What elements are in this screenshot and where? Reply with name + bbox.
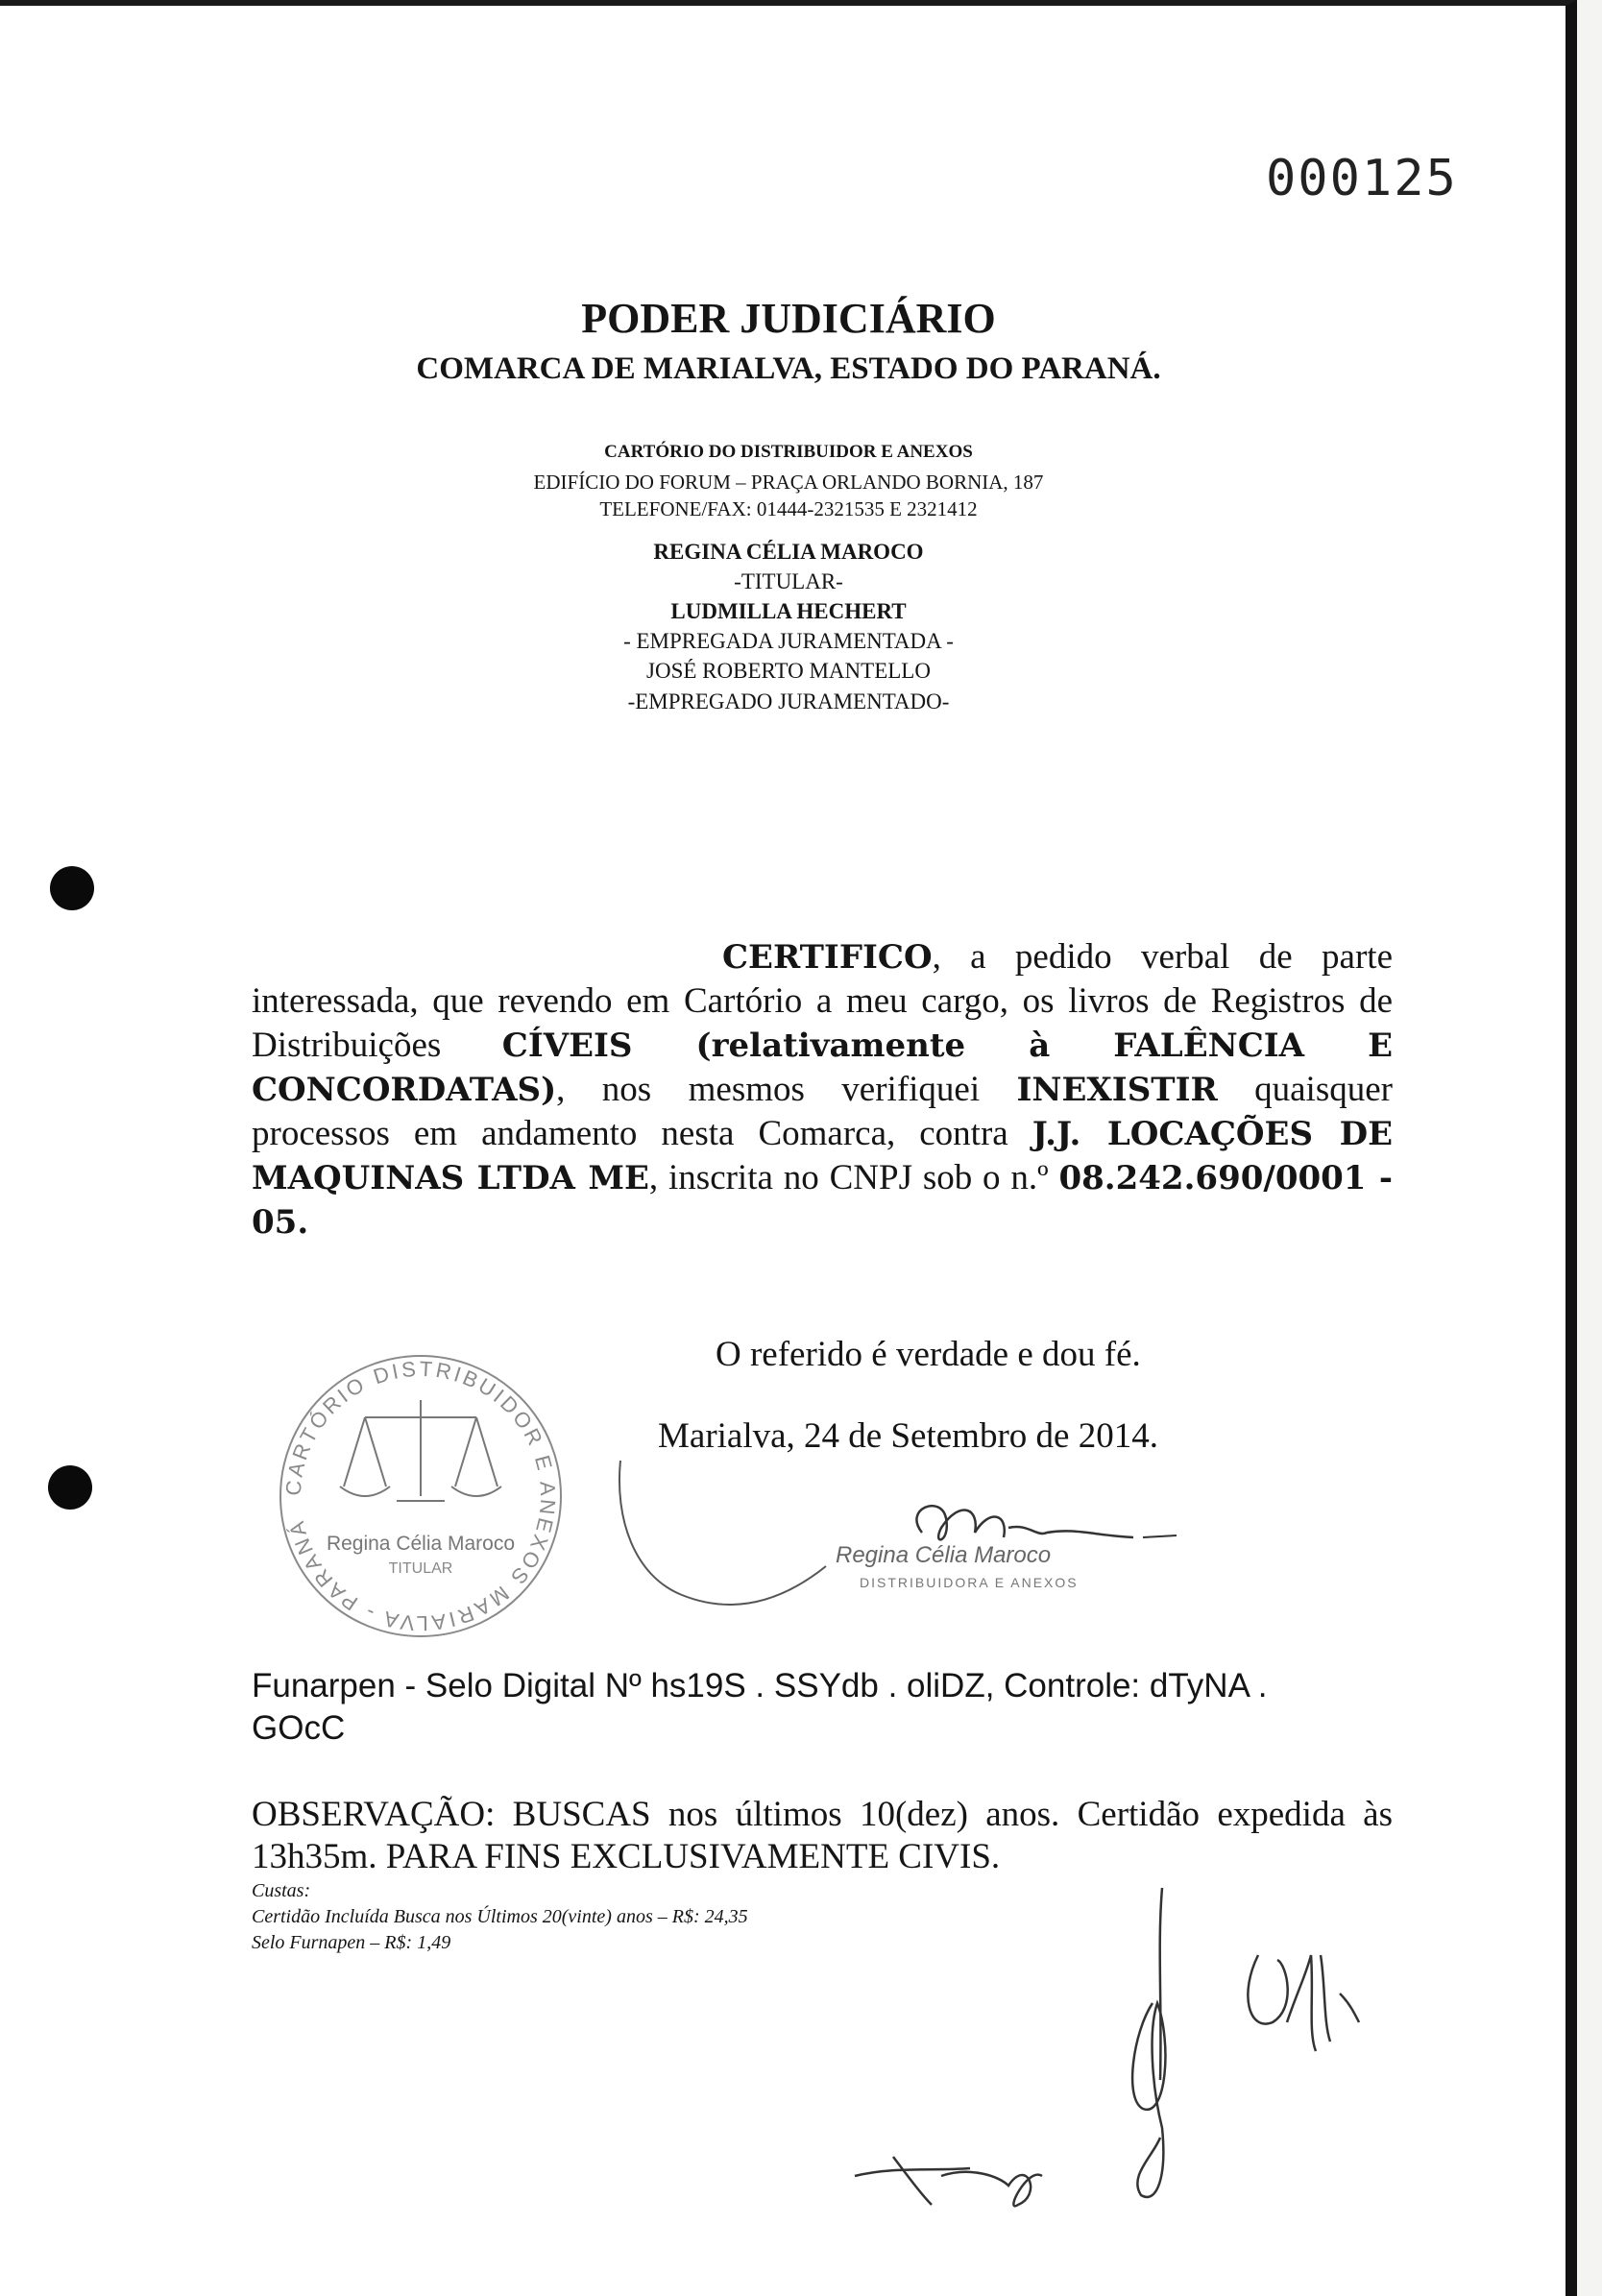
digital-seal-info: Funarpen - Selo Digital Nº hs19S . SSYdb . oliDZ, Controle: dTyNA . GOcC bbox=[252, 1667, 1268, 1747]
signature-stamp-name: Regina Célia Maroco bbox=[836, 1542, 1052, 1568]
page-number: 000125 bbox=[1266, 150, 1458, 207]
handwritten-initials bbox=[836, 1888, 1373, 2234]
stamp-title: TITULAR bbox=[388, 1560, 453, 1577]
signature-stamp-title: DISTRIBUIDORA E ANEXOS bbox=[860, 1575, 1079, 1590]
company-name: J.J. LOCAÇÕES DE MAQUINAS LTDA ME bbox=[252, 1115, 1393, 1197]
header-title: PODER JUDICIÁRIO bbox=[581, 295, 996, 342]
staff-role: -TITULAR- bbox=[734, 569, 843, 593]
stamp-name: Regina Célia Maroco bbox=[326, 1533, 516, 1555]
office-name: CARTÓRIO DO DISTRIBUIDOR E ANEXOS bbox=[604, 442, 973, 462]
header-subtitle: COMARCA DE MARIALVA, ESTADO DO PARANÁ. bbox=[416, 351, 1161, 386]
staff-name: LUDMILLA HECHERT bbox=[670, 599, 907, 623]
costs-line: Certidão Incluída Busca nos Últimos 20(vinte) anos – R$: 24,35 bbox=[252, 1906, 748, 1927]
certifico-word: CERTIFICO bbox=[722, 938, 933, 977]
certificate-text bbox=[252, 935, 1393, 1245]
costs-line: Selo Furnapen – R$: 1,49 bbox=[252, 1932, 451, 1953]
costs bbox=[252, 1878, 748, 1956]
costs-label: Custas: bbox=[252, 1880, 311, 1901]
closing-statement: O referido é verdade e dou fé. bbox=[716, 1335, 1141, 1374]
cnpj-number: 08.242.690/0001 - 05. bbox=[252, 1159, 1393, 1242]
certificate-text-part: , nos mesmos verifiquei bbox=[556, 1070, 1017, 1109]
certificate-result: INEXISTIR bbox=[1016, 1071, 1218, 1109]
notary-stamp bbox=[277, 1352, 565, 1640]
staff-role: - EMPREGADA JURAMENTADA - bbox=[623, 629, 954, 653]
punch-hole bbox=[48, 1465, 92, 1510]
certificate-text-part: quaisquer processos em andamento nesta Comarca, contra bbox=[252, 1070, 1393, 1153]
staff-name: REGINA CÉLIA MAROCO bbox=[653, 540, 924, 564]
punch-hole bbox=[50, 866, 94, 910]
office-address: EDIFÍCIO DO FORUM – PRAÇA ORLANDO BORNIA, 187 bbox=[533, 471, 1044, 494]
signature bbox=[615, 1441, 1210, 1653]
date-line: Marialva, 24 de Setembro de 2014. bbox=[658, 1416, 1158, 1456]
office-phone: TELEFONE/FAX: 01444-2321535 E 2321412 bbox=[599, 497, 978, 520]
staff-name: JOSÉ ROBERTO MANTELLO bbox=[646, 659, 931, 683]
staff-role: -EMPREGADO JURAMENTADO- bbox=[627, 689, 950, 713]
certificate-text-part: , a pedido verbal de parte interessada, que revendo em Cartório a meu cargo, os livros de Registros de Distribuições bbox=[252, 937, 1393, 1065]
certificate-type: CÍVEIS (relativamente à FALÊNCIA E CONCORDATAS) bbox=[252, 1027, 1393, 1109]
observation: OBSERVAÇÃO: BUSCAS nos últimos 10(dez) anos. Certidão expedida às 13h35m. PARA FINS EXCLUSIVAMENTE CIVIS. bbox=[252, 1795, 1393, 1876]
certificate-text-part: , inscrita no CNPJ sob o n.º bbox=[648, 1158, 1059, 1197]
stamp-ring-text: CARTÓRIO DISTRIBUIDOR E ANEXOS MARIALVA - PARANÁ bbox=[280, 1356, 561, 1636]
scales-icon bbox=[340, 1400, 501, 1501]
